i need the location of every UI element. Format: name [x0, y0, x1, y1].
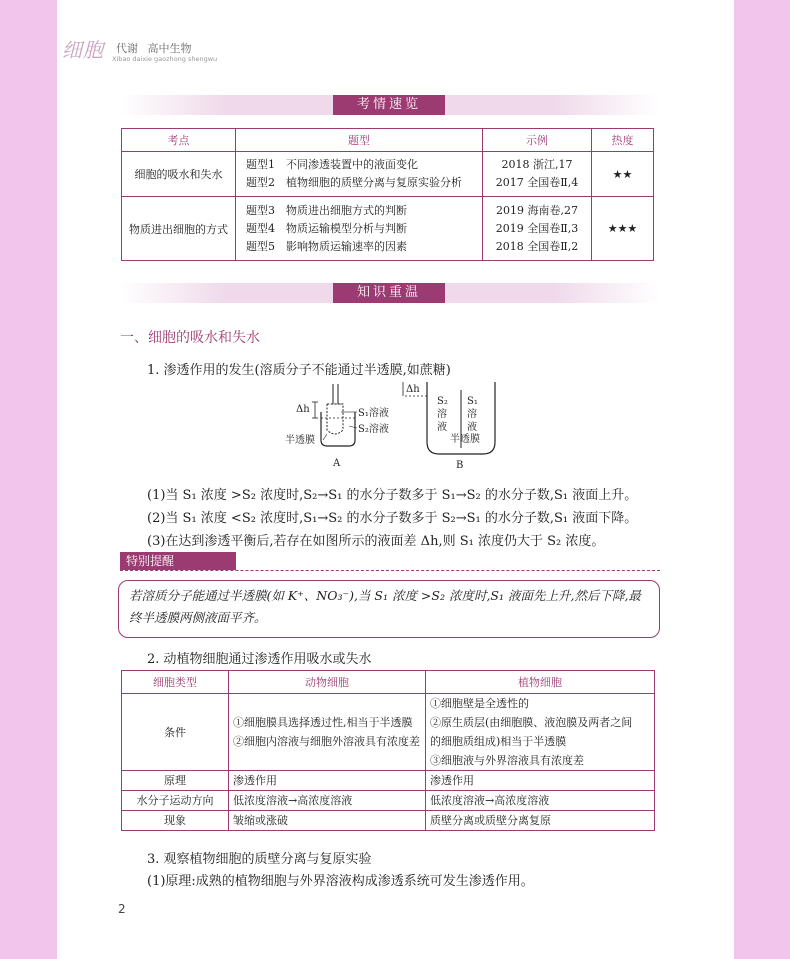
header-cell: 植物细胞	[426, 671, 655, 694]
example-item: 2019 全国卷Ⅱ,3	[495, 221, 579, 235]
plant-line: ③细胞液与外界溶液具有浓度差	[430, 754, 584, 767]
exam-overview-table	[121, 128, 654, 261]
header-cell: 细胞类型	[122, 671, 229, 694]
osmosis-diagram	[275, 382, 525, 472]
section-banner-2-label: 知识重温	[333, 283, 445, 303]
section-banner-1	[120, 95, 660, 115]
table-row	[122, 811, 655, 831]
line-3: (3)在达到渗透平衡后,若存在如图所示的液面差 Δh,则 S₁ 浓度仍大于 S₂ 浓度。	[147, 534, 605, 549]
plant-cell: 质壁分离或质壁分离复原	[426, 811, 655, 831]
type-cell: 原理	[122, 771, 229, 791]
example-cell	[483, 152, 592, 197]
line-2: (2)当 S₁ 浓度 <S₂ 浓度时,S₁→S₂ 的水分子数多于 S₂→S₁ 的水分子数,S₁ 液面下降。	[147, 511, 638, 526]
header-cell: 考点	[122, 129, 236, 152]
section-heading: 一、细胞的吸水和失水	[120, 330, 260, 346]
table-row	[122, 791, 655, 811]
animal-cell: 低浓度溶液→高浓度溶液	[229, 791, 426, 811]
types-cell	[236, 152, 483, 197]
b-s2: S₂	[437, 396, 448, 407]
header-cell: 题型	[236, 129, 483, 152]
membrane-label-b: 半透膜	[450, 434, 480, 445]
type-item: 题型3 物质进出细胞方式的判断	[246, 203, 407, 217]
example-item: 2018 浙江,17	[501, 158, 573, 171]
animal-cell: 渗透作用	[229, 771, 426, 791]
example-item: 2017 全国卷Ⅱ,4	[495, 176, 579, 189]
header-cell: 动物细胞	[229, 671, 426, 694]
apparatus-b	[403, 382, 505, 471]
point-cell: 物质进出细胞的方式	[122, 197, 236, 261]
table-row	[122, 694, 655, 771]
tip-tag: 特别提醒	[120, 552, 236, 570]
heat-cell: ★★	[592, 152, 654, 197]
b-s1: S₁	[467, 396, 478, 407]
tip-text: 若溶质分子能通过半透膜(如 K⁺、NO₃⁻),当 S₁ 浓度 >S₂ 浓度时,S₁ 液面先上升,然后下降,最终半透膜两侧液面平齐。	[129, 588, 641, 625]
item-1: 1. 渗透作用的发生(溶质分子不能通过半透膜,如蔗糖)	[147, 363, 451, 378]
type-item: 题型5 影响物质运输速率的因素	[246, 239, 407, 253]
type-item: 题型2 植物细胞的质壁分离与复原实验分析	[246, 176, 462, 189]
table-header-row	[122, 129, 654, 152]
type-cell: 现象	[122, 811, 229, 831]
delta-h-label-b: Δh	[406, 384, 420, 395]
animal-cell	[229, 694, 426, 771]
label-a: A	[333, 458, 341, 469]
plant-cell: 低浓度溶液→高浓度溶液	[426, 791, 655, 811]
b-rong-right: 溶	[467, 409, 477, 420]
plant-line: ②原生质层(由细胞膜、液泡膜及两者之间	[430, 716, 633, 729]
animal-line: ①细胞膜具选择透过性,相当于半透膜	[233, 716, 413, 729]
example-item: 2019 海南卷,27	[496, 203, 578, 217]
animal-cell: 皱缩或涨破	[229, 811, 426, 831]
b-rong-left: 溶	[437, 409, 447, 420]
plant-line: 的细胞质组成)相当于半透膜	[430, 735, 567, 748]
header-cell: 热度	[592, 129, 654, 152]
type-cell: 水分子运动方向	[122, 791, 229, 811]
table-row	[122, 197, 654, 261]
apparatus-a	[285, 384, 389, 469]
table-row	[122, 152, 654, 197]
label-b: B	[456, 460, 464, 471]
tip-box	[118, 580, 660, 638]
s1-label: S₁溶液	[358, 408, 389, 419]
header-cell: 示例	[483, 129, 592, 152]
delta-h-label-a: Δh	[296, 404, 310, 415]
header-title: 代谢 高中生物	[116, 42, 192, 55]
plant-cell: 渗透作用	[426, 771, 655, 791]
type-cell: 条件	[122, 694, 229, 771]
plant-line: ①细胞壁是全透性的	[430, 697, 529, 710]
point-cell: 细胞的吸水和失水	[122, 152, 236, 197]
types-cell	[236, 197, 483, 261]
table-row	[122, 771, 655, 791]
cell-comparison-table	[121, 670, 655, 831]
plant-cell	[426, 694, 655, 771]
type-item: 题型4 物质运输模型分析与判断	[246, 221, 407, 235]
header-subtitle: Xibao daixie gaozhong shengwu	[112, 55, 218, 63]
b-ye-left: 液	[437, 422, 447, 433]
item-2: 2. 动植物细胞通过渗透作用吸水或失水	[147, 652, 372, 667]
tip-divider	[120, 570, 660, 571]
item-3-1: (1)原理:成熟的植物细胞与外界溶液构成渗透系统可发生渗透作用。	[147, 874, 534, 889]
section-banner-1-label: 考情速览	[333, 95, 445, 115]
animal-line: ②细胞内溶液与细胞外溶液具有浓度差	[233, 735, 420, 748]
page-number: 2	[118, 902, 126, 916]
heat-cell: ★★★	[592, 197, 654, 261]
running-header	[62, 34, 218, 63]
example-cell	[483, 197, 592, 261]
example-item: 2018 全国卷Ⅱ,2	[495, 239, 579, 253]
item-3: 3. 观察植物细胞的质壁分离与复原实验	[147, 852, 372, 867]
b-ye-right: 液	[467, 422, 477, 433]
header-logo: 细胞	[62, 38, 104, 62]
s2-label: S₂溶液	[358, 424, 389, 435]
table-header-row	[122, 671, 655, 694]
section-banner-2	[120, 283, 660, 303]
membrane-label-a: 半透膜	[285, 435, 315, 446]
line-1: (1)当 S₁ 浓度 >S₂ 浓度时,S₂→S₁ 的水分子数多于 S₁→S₂ 的水分子数,S₁ 液面上升。	[147, 488, 638, 503]
type-item: 题型1 不同渗透装置中的液面变化	[246, 158, 418, 171]
